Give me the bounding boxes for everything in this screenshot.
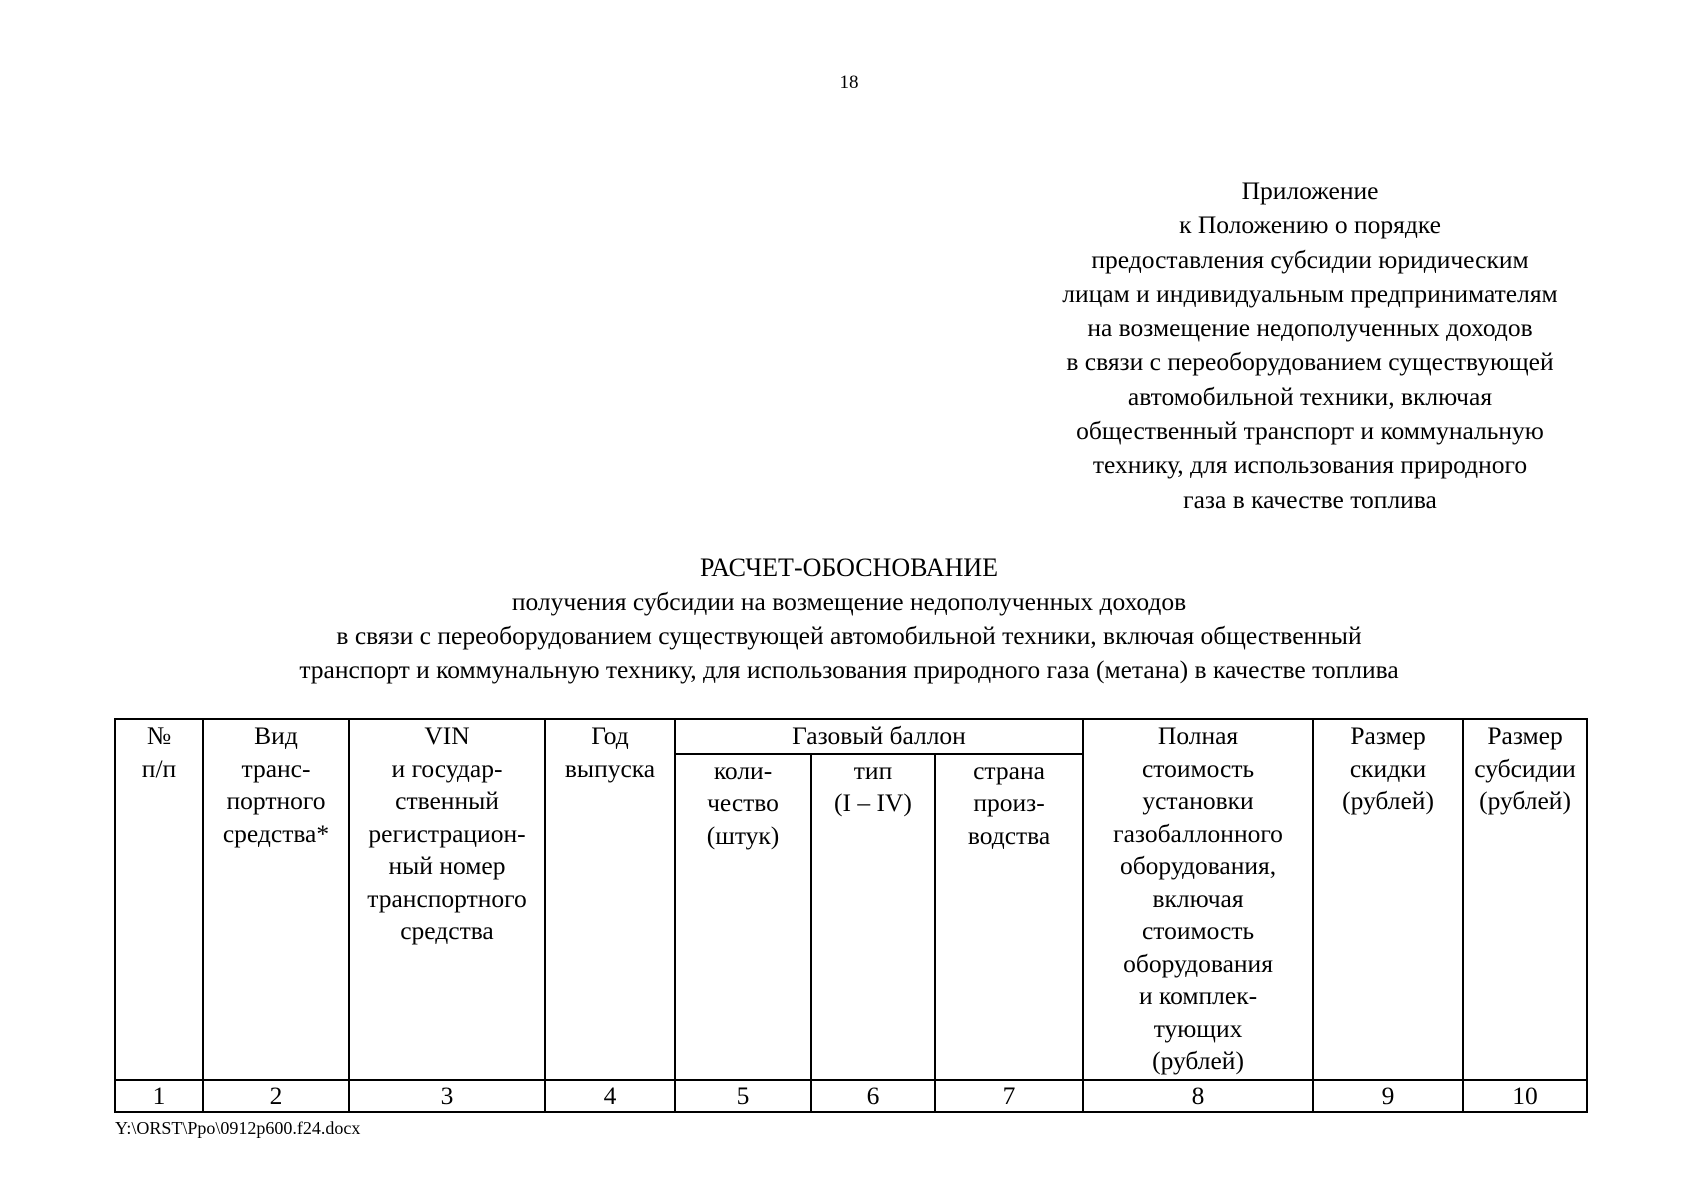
header-quantity: коли- чество (штук) <box>675 754 811 1080</box>
column-number-row <box>115 1080 1587 1112</box>
appendix-line: общественный транспорт и коммунальную <box>1076 416 1544 446</box>
column-number: 5 <box>675 1080 811 1112</box>
header-vin: VIN и государ- ственный регистрацион- ный номер транспортного средства <box>349 719 545 1080</box>
appendix-line: автомобильной техники, включая <box>1127 381 1493 411</box>
header-vehicle-type: Вид транс- портного средства* <box>203 719 349 1080</box>
header-country: страна произ- водства <box>935 754 1083 1080</box>
column-number: 4 <box>545 1080 675 1112</box>
page-number: 18 <box>839 72 859 93</box>
appendix-line: к Положению о порядке <box>1179 210 1441 240</box>
column-number: 2 <box>203 1080 349 1112</box>
footer-file-path: Y:\ORST\Ppo\0912p600.f24.docx <box>115 1118 361 1138</box>
header-gas-cylinder: Газовый баллон <box>675 719 1083 754</box>
appendix-line: в связи с переоборудованием существующей <box>1066 347 1554 377</box>
calculation-table <box>114 718 1588 1113</box>
column-number: 1 <box>115 1080 203 1112</box>
column-number: 8 <box>1083 1080 1313 1112</box>
appendix-line: Приложение <box>1241 176 1379 205</box>
appendix-line: лицам и индивидуальным предпринимателям <box>1062 278 1558 308</box>
document-title: РАСЧЕТ-ОБОСНОВАНИЕ <box>699 553 999 582</box>
subtitle-line: транспорт и коммунальную технику, для использования природного газа (метана) в качестве топлива <box>299 655 1399 684</box>
appendix-line: предоставления субсидии юридическим <box>1091 244 1529 274</box>
header-discount: Размер скидки (рублей) <box>1313 719 1463 1080</box>
header-num: № п/п <box>115 719 203 1080</box>
appendix-line: газа в качестве топлива <box>1183 484 1437 514</box>
column-number: 6 <box>811 1080 935 1112</box>
appendix-line: технику, для использования природного <box>1092 450 1528 480</box>
subtitle-line: в связи с переоборудованием существующей автомобильной техники, включая общественный <box>336 621 1362 650</box>
header-year: Год выпуска <box>545 719 675 1080</box>
header-cylinder-type: тип (I – IV) <box>811 754 935 1080</box>
column-number: 9 <box>1313 1080 1463 1112</box>
column-number: 3 <box>349 1080 545 1112</box>
appendix-line: на возмещение недополученных доходов <box>1087 313 1533 343</box>
column-number: 7 <box>935 1080 1083 1112</box>
document-subtitle <box>0 585 1698 687</box>
column-number: 10 <box>1463 1080 1587 1112</box>
header-full-cost: Полная стоимость установки газобаллонного оборудования, включая стоимость оборудования и комплек- тующих (рублей) <box>1083 719 1313 1080</box>
header-subsidy: Размер субсидии (рублей) <box>1463 719 1587 1080</box>
appendix-block <box>1010 174 1610 517</box>
subtitle-line: получения субсидии на возмещение недополученных доходов <box>511 587 1187 616</box>
